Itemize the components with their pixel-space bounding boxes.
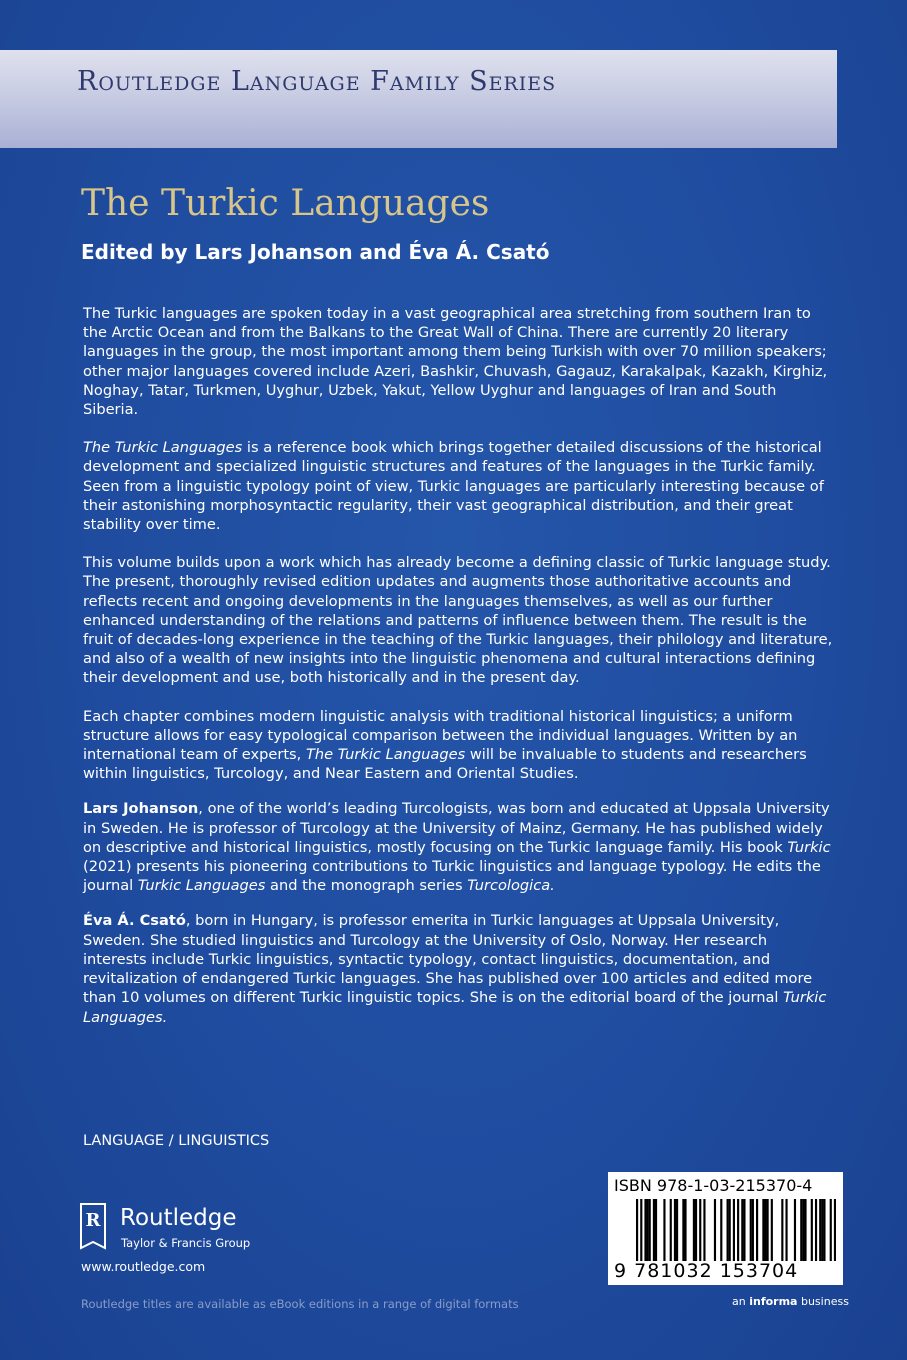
- bio-csato: Éva Á. Csató, born in Hungary, is professor emerita in Turkic languages at Uppsala University, Sweden. She studied linguistics and Turcology at the University of Oslo, Norway. Her research interests include Turkic linguistics, syntactic typology, contact linguistics, documentation, and revitalization of endangered Turkic languages. She has published over 100 articles and edited more than 10 volumes on different Turkic linguistic topics. She is on the editorial board of the journal Turkic Languages.: [83, 912, 827, 1026]
- barcode-bar: [762, 1199, 764, 1261]
- author-name: Éva Á. Csató: [83, 912, 186, 930]
- description-paragraph-2: The Turkic Languages is a reference book which brings together detailed discussions of the historical development and specialized linguistic structures and features of the languages in the Turkic family. Seen from a linguistic typology point of view, Turkic languages are particularly interesting because of their astonishing morphosyntactic regularity, their vast geographical distribution, and their great stability over time.: [83, 439, 824, 534]
- barcode-bar: [752, 1199, 754, 1261]
- barcode-bar: [834, 1199, 836, 1261]
- barcode-bar: [682, 1199, 684, 1261]
- ebook-note: Routledge titles are available as eBook editions in a range of digital formats: [81, 1297, 519, 1311]
- subject-category: LANGUAGE / LINGUISTICS: [83, 1133, 270, 1149]
- barcode-bar: [647, 1199, 649, 1261]
- barcode-bar: [823, 1199, 825, 1261]
- description-paragraph-4: Each chapter combines modern linguistic analysis with traditional historical linguistics; a uniform structure allows for easy typological comparison between the individual languages. Written by an international team of experts, The Turkic Languages will be invaluable to students and researchers within linguistics, Turcology, and Near Eastern and Oriental Studies.: [83, 707, 807, 783]
- barcode-bar: [771, 1199, 773, 1261]
- barcode-bar: [743, 1199, 745, 1261]
- barcode-bar: [663, 1199, 665, 1261]
- barcode-bar: [733, 1199, 735, 1261]
- barcode-bar: [649, 1199, 651, 1261]
- barcode-bar: [750, 1199, 752, 1261]
- barcode-digits: 9 781032 153704: [614, 1260, 799, 1282]
- book-title-italic: The Turkic Languages: [83, 439, 243, 457]
- publisher-group: Taylor & Francis Group: [121, 1236, 251, 1250]
- back-cover-text: [83, 304, 833, 1046]
- barcode-icon: [636, 1199, 836, 1261]
- editors-line: Edited by Lars Johanson and Éva Á. Csató: [81, 240, 550, 264]
- svg-text:R: R: [85, 1210, 101, 1231]
- barcode-bar: [821, 1199, 823, 1261]
- barcode-bar: [756, 1199, 758, 1261]
- publisher-name: Routledge: [120, 1205, 237, 1231]
- barcode-bar: [674, 1199, 676, 1261]
- barcode-bar: [676, 1199, 678, 1261]
- bio-johanson: Lars Johanson, one of the world’s leading Turcologists, was born and educated at Uppsala University in Sweden. He is professor of Turcology at the University of Mainz, Germany. He has published widely on descriptive and historical linguistics, mostly focusing on the Turkic language family. His book Turkic (2021) presents his pioneering contributions to Turkic linguistics and language typology. He edits the journal Turkic Languages and the monograph series Turcologica.: [83, 800, 831, 895]
- book-title: The Turkic Languages: [81, 183, 490, 224]
- isbn-label: ISBN 978-1-03-215370-4: [614, 1176, 813, 1195]
- publisher-logo: [78, 1202, 298, 1258]
- barcode-bar: [819, 1199, 821, 1261]
- isbn-barcode-box: [608, 1172, 843, 1285]
- author-name: Lars Johanson: [83, 800, 199, 818]
- barcode-bar: [764, 1199, 766, 1261]
- barcode-bar: [703, 1199, 705, 1261]
- barcode-bar: [670, 1199, 672, 1261]
- barcode-bar: [741, 1199, 743, 1261]
- barcode-bar: [714, 1199, 716, 1261]
- barcode-bar: [785, 1199, 787, 1261]
- barcode-bar: [693, 1199, 695, 1261]
- barcode-bar: [727, 1199, 729, 1261]
- barcode-bar: [695, 1199, 697, 1261]
- barcode-bar: [767, 1199, 769, 1261]
- barcode-bar: [830, 1199, 832, 1261]
- series-banner: [0, 50, 837, 148]
- barcode-bar: [729, 1199, 731, 1261]
- barcode-bar: [720, 1199, 722, 1261]
- barcode-bar: [699, 1199, 701, 1261]
- description-paragraph-3: This volume builds upon a work which has already become a defining classic of Turkic language study. The present, thoroughly revised edition updates and augments those authoritative accounts and reflects recent and ongoing developments in the languages themselves, as well as our further enhanced understanding of the relations and patterns of influence between them. The result is the fruit of decades-long experience in the teaching of the Turkic languages, their philology and literature, and also of a wealth of new insights into the linguistic phenomena and cultural interactions defining their development and use, both historically and in the present day.: [83, 554, 833, 687]
- barcode-bar: [794, 1199, 796, 1261]
- barcode-bar: [655, 1199, 657, 1261]
- barcode-bar: [644, 1199, 646, 1261]
- informa-business-note: an informa business: [732, 1295, 849, 1308]
- barcode-bar: [737, 1199, 739, 1261]
- barcode-bar: [653, 1199, 655, 1261]
- barcode-bar: [802, 1199, 804, 1261]
- publisher-website[interactable]: www.routledge.com: [81, 1259, 206, 1274]
- barcode-bar: [811, 1199, 813, 1261]
- barcode-bar: [684, 1199, 686, 1261]
- barcode-bar: [800, 1199, 802, 1261]
- barcode-bar: [815, 1199, 817, 1261]
- barcode-bar: [781, 1199, 783, 1261]
- barcode-bar: [804, 1199, 806, 1261]
- barcode-bar: [636, 1199, 638, 1261]
- barcode-bar: [640, 1199, 642, 1261]
- routledge-r-icon: [78, 1202, 108, 1252]
- description-paragraph-1: The Turkic languages are spoken today in a vast geographical area stretching from southern Iran to the Arctic Ocean and from the Balkans to the Great Wall of China. There are currently 20 literary languages in the group, the most important among them being Turkish with over 70 million speakers; other major languages covered include Azeri, Bashkir, Chuvash, Gagauz, Karakalpak, Kazakh, Kirghiz, Noghay, Tatar, Turkmen, Uyghur, Uzbek, Yakut, Yellow Uyghur and languages of Iran and South Siberia.: [83, 305, 828, 419]
- series-title: Routledge Language Family Series: [77, 66, 557, 97]
